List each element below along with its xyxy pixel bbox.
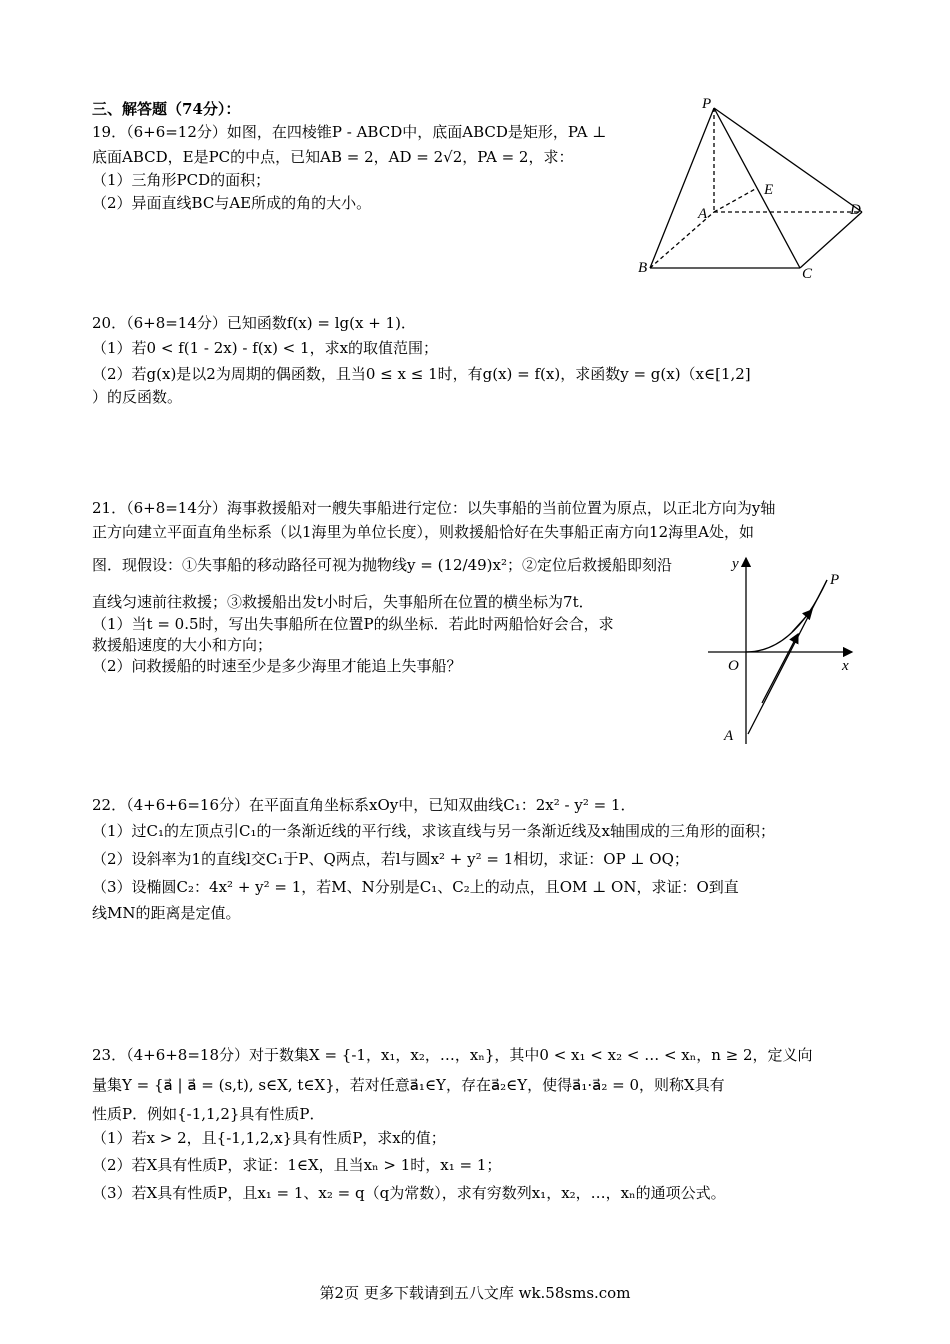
label-E: E: [764, 182, 774, 198]
rescue-path: [748, 580, 827, 734]
q21-line-1: 21．（6+8=14分）海事救援船对一艘失事船进行定位：以失事船的当前位置为原点，以正北方向为y轴: [92, 499, 776, 517]
pyramid-figure: [636, 96, 872, 282]
q23-line-4: （1）若x > 2，且{-1,1,2,x}具有性质P，求x的值；: [92, 1129, 446, 1147]
label-A: A: [698, 206, 708, 222]
label-P: P: [702, 96, 712, 112]
q23-line-5: （2）若X具有性质P，求证：1∈X，且当xₙ > 1时，x₁ = 1；: [92, 1156, 502, 1174]
page-footer: 第2页 更多下载请到五八文库 wk.58sms.com: [319, 1284, 631, 1302]
label-P: P: [830, 572, 840, 588]
q19-line-1: 19．（6+6=12分）如图，在四棱锥P - ABCD中，底面ABCD是矩形，PA ⊥: [92, 123, 607, 141]
label-B: B: [638, 260, 648, 276]
q22-line-1: 22．（4+6+6=16分）在平面直角坐标系xOy中，已知双曲线C₁：2x² - y² = 1．: [92, 796, 636, 814]
parabola-path: [746, 580, 827, 652]
q19-line-3: （1）三角形PCD的面积；: [92, 171, 271, 189]
segment-AE-hidden: [714, 188, 757, 212]
q23-line-3: 性质P．例如{-1,1,2}具有性质P．: [92, 1105, 325, 1123]
q22-line-5: 线MN的距离是定值。: [92, 904, 241, 922]
label-A: A: [724, 728, 734, 744]
q22-line-2: （1）过C₁的左顶点引C₁的一条渐近线的平行线，求该直线与另一条渐近线及x轴围成的三角形的面积；: [92, 822, 775, 840]
q23-line-6: （3）若X具有性质P，且x₁ = 1、x₂ = q（q为常数），求有穷数列x₁，x₂，…，xₙ的通项公式。: [92, 1184, 726, 1202]
label-O: O: [728, 658, 739, 674]
q23-line-1: 23．（4+6+8=18分）对于数集X = {-1，x₁，x₂，…，xₙ}，其中0 < x₁ < x₂ < … < xₙ，n ≥ 2，定义向: [92, 1046, 813, 1064]
label-C: C: [802, 266, 813, 282]
q20-line-3: （2）若g(x)是以2为周期的偶函数，且当0 ≤ x ≤ 1时，有g(x) = f(x)，求函数y = g(x)（x∈[1,2]: [92, 365, 751, 383]
edge-PB: [650, 108, 714, 268]
q21-line-6: 救援船速度的大小和方向；: [92, 636, 273, 654]
q19-line-2: 底面ABCD，E是PC的中点，已知AB = 2，AD = 2√2，PA = 2，求：: [92, 148, 574, 166]
label-x: x: [842, 658, 849, 674]
edge-CD: [800, 212, 862, 268]
q19-line-4: （2）异面直线BC与AE所成的角的大小。: [92, 194, 372, 212]
q20-line-4: ）的反函数。: [92, 388, 183, 406]
q22-line-3: （2）设斜率为1的直线l交C₁于P、Q两点，若l与圆x² + y² = 1相切，求证：OP ⊥ OQ；: [92, 850, 689, 868]
section-title: 三、解答题（74分）：: [92, 100, 241, 118]
q21-line-3: 图．现假设：①失事船的移动路径可视为抛物线y = (12/49)x²；②定位后救援船即刻沿: [92, 556, 672, 574]
q23-line-2: 量集Y = {a⃗ | a⃗ = (s,t), s∈X, t∈X}，若对任意a⃗₁∈Y，存在a⃗₂∈Y，使得a⃗₁·a⃗₂ = 0，则称X具有: [92, 1076, 725, 1094]
q21-line-4: 直线匀速前往救援；③救援船出发t小时后，失事船所在位置的横坐标为7t．: [92, 593, 594, 611]
q20-line-1: 20．（6+8=14分）已知函数f(x) = lg(x + 1)．: [92, 314, 416, 332]
rescue-coordinate-figure: [702, 548, 862, 748]
q20-line-2: （1）若0 < f(1 - 2x) - f(x) < 1，求x的取值范围；: [92, 339, 439, 357]
label-D: D: [850, 202, 861, 218]
q21-line-5: （1）当t = 0.5时，写出失事船所在位置P的纵坐标．若此时两船恰好会合，求: [92, 615, 614, 633]
q21-line-2: 正方向建立平面直角坐标系（以1海里为单位长度），则救援船恰好在失事船正南方向12海里A处，如: [92, 523, 754, 541]
q21-line-7: （2）问救援船的时速至少是多少海里才能追上失事船？: [92, 657, 462, 675]
label-y: y: [732, 556, 739, 572]
rescue-direction-arrow: [762, 634, 798, 703]
q22-line-4: （3）设椭圆C₂：4x² + y² = 1，若M、N分别是C₁、C₂上的动点，且OM ⊥ ON，求证：O到直: [92, 878, 739, 896]
edge-PD: [714, 108, 862, 212]
